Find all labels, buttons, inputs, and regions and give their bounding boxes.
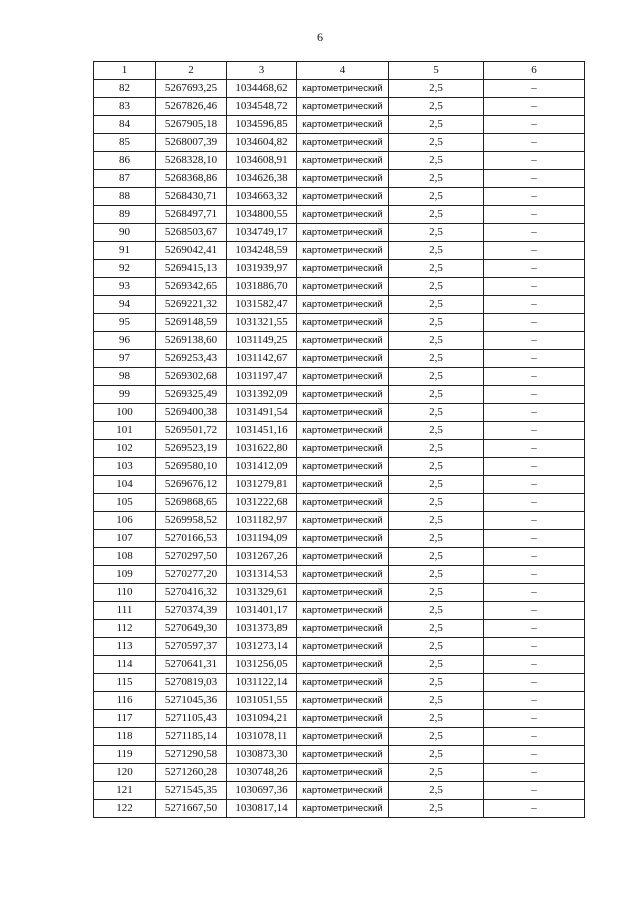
point-number-cell: 109 <box>94 566 156 584</box>
accuracy-cell: 2,5 <box>389 476 484 494</box>
method-cell: картометрический <box>297 242 389 260</box>
table-row <box>94 512 585 530</box>
method-cell: картометрический <box>297 350 389 368</box>
x-coordinate-cell: 5271667,50 <box>156 800 227 818</box>
point-number-cell: 104 <box>94 476 156 494</box>
method-cell: картометрический <box>297 80 389 98</box>
accuracy-cell: 2,5 <box>389 278 484 296</box>
note-cell: – <box>484 458 585 476</box>
note-cell: – <box>484 512 585 530</box>
method-cell: картометрический <box>297 458 389 476</box>
table-row <box>94 476 585 494</box>
x-coordinate-cell: 5268503,67 <box>156 224 227 242</box>
note-cell: – <box>484 728 585 746</box>
x-coordinate-cell: 5271105,43 <box>156 710 227 728</box>
accuracy-cell: 2,5 <box>389 728 484 746</box>
accuracy-cell: 2,5 <box>389 98 484 116</box>
table-row <box>94 206 585 224</box>
accuracy-cell: 2,5 <box>389 584 484 602</box>
method-cell: картометрический <box>297 584 389 602</box>
table-row <box>94 350 585 368</box>
method-cell: картометрический <box>297 494 389 512</box>
point-number-cell: 113 <box>94 638 156 656</box>
table-row <box>94 80 585 98</box>
note-cell: – <box>484 98 585 116</box>
note-cell: – <box>484 710 585 728</box>
method-cell: картометрический <box>297 422 389 440</box>
y-coordinate-cell: 1031197,47 <box>227 368 297 386</box>
y-coordinate-cell: 1034248,59 <box>227 242 297 260</box>
method-cell: картометрический <box>297 638 389 656</box>
point-number-cell: 88 <box>94 188 156 206</box>
table-row <box>94 782 585 800</box>
x-coordinate-cell: 5271290,58 <box>156 746 227 764</box>
point-number-cell: 95 <box>94 314 156 332</box>
method-cell: картометрический <box>297 386 389 404</box>
table-row <box>94 368 585 386</box>
method-cell: картометрический <box>297 188 389 206</box>
note-cell: – <box>484 278 585 296</box>
y-coordinate-cell: 1030817,14 <box>227 800 297 818</box>
x-coordinate-cell: 5269302,68 <box>156 368 227 386</box>
accuracy-cell: 2,5 <box>389 152 484 170</box>
point-number-cell: 99 <box>94 386 156 404</box>
point-number-cell: 107 <box>94 530 156 548</box>
table-row <box>94 674 585 692</box>
note-cell: – <box>484 656 585 674</box>
y-coordinate-cell: 1034608,91 <box>227 152 297 170</box>
point-number-cell: 85 <box>94 134 156 152</box>
x-coordinate-cell: 5269676,12 <box>156 476 227 494</box>
method-cell: картометрический <box>297 548 389 566</box>
point-number-cell: 122 <box>94 800 156 818</box>
table-row <box>94 638 585 656</box>
note-cell: – <box>484 116 585 134</box>
x-coordinate-cell: 5271185,14 <box>156 728 227 746</box>
note-cell: – <box>484 638 585 656</box>
table-row <box>94 584 585 602</box>
point-number-cell: 83 <box>94 98 156 116</box>
x-coordinate-cell: 5267905,18 <box>156 116 227 134</box>
y-coordinate-cell: 1031279,81 <box>227 476 297 494</box>
x-coordinate-cell: 5270649,30 <box>156 620 227 638</box>
accuracy-cell: 2,5 <box>389 422 484 440</box>
accuracy-cell: 2,5 <box>389 548 484 566</box>
note-cell: – <box>484 782 585 800</box>
y-coordinate-cell: 1031412,09 <box>227 458 297 476</box>
table-row <box>94 746 585 764</box>
accuracy-cell: 2,5 <box>389 116 484 134</box>
y-coordinate-cell: 1031051,55 <box>227 692 297 710</box>
method-cell: картометрический <box>297 116 389 134</box>
accuracy-cell: 2,5 <box>389 764 484 782</box>
method-cell: картометрический <box>297 782 389 800</box>
y-coordinate-cell: 1031182,97 <box>227 512 297 530</box>
y-coordinate-cell: 1031256,05 <box>227 656 297 674</box>
table-row <box>94 152 585 170</box>
note-cell: – <box>484 224 585 242</box>
point-number-cell: 112 <box>94 620 156 638</box>
y-coordinate-cell: 1031078,11 <box>227 728 297 746</box>
table-row <box>94 602 585 620</box>
method-cell: картометрический <box>297 620 389 638</box>
point-number-cell: 97 <box>94 350 156 368</box>
y-coordinate-cell: 1031886,70 <box>227 278 297 296</box>
method-cell: картометрический <box>297 674 389 692</box>
accuracy-cell: 2,5 <box>389 260 484 278</box>
accuracy-cell: 2,5 <box>389 368 484 386</box>
accuracy-cell: 2,5 <box>389 494 484 512</box>
point-number-cell: 90 <box>94 224 156 242</box>
point-number-cell: 102 <box>94 440 156 458</box>
accuracy-cell: 2,5 <box>389 224 484 242</box>
table-row <box>94 728 585 746</box>
accuracy-cell: 2,5 <box>389 602 484 620</box>
y-coordinate-cell: 1031329,61 <box>227 584 297 602</box>
accuracy-cell: 2,5 <box>389 404 484 422</box>
point-number-cell: 94 <box>94 296 156 314</box>
x-coordinate-cell: 5270416,32 <box>156 584 227 602</box>
accuracy-cell: 2,5 <box>389 242 484 260</box>
point-number-cell: 87 <box>94 170 156 188</box>
point-number-cell: 89 <box>94 206 156 224</box>
point-number-cell: 105 <box>94 494 156 512</box>
x-coordinate-cell: 5268328,10 <box>156 152 227 170</box>
method-cell: картометрический <box>297 152 389 170</box>
method-cell: картометрический <box>297 656 389 674</box>
note-cell: – <box>484 296 585 314</box>
table-row <box>94 692 585 710</box>
note-cell: – <box>484 134 585 152</box>
note-cell: – <box>484 350 585 368</box>
x-coordinate-cell: 5270297,50 <box>156 548 227 566</box>
table-row <box>94 656 585 674</box>
method-cell: картометрический <box>297 530 389 548</box>
method-cell: картометрический <box>297 278 389 296</box>
note-cell: – <box>484 152 585 170</box>
y-coordinate-cell: 1030873,30 <box>227 746 297 764</box>
table-row <box>94 188 585 206</box>
table-row <box>94 224 585 242</box>
x-coordinate-cell: 5269958,52 <box>156 512 227 530</box>
y-coordinate-cell: 1031321,55 <box>227 314 297 332</box>
accuracy-cell: 2,5 <box>389 620 484 638</box>
y-coordinate-cell: 1031122,14 <box>227 674 297 692</box>
table-header-row <box>94 62 585 80</box>
method-cell: картометрический <box>297 728 389 746</box>
note-cell: – <box>484 332 585 350</box>
accuracy-cell: 2,5 <box>389 782 484 800</box>
y-coordinate-cell: 1031267,26 <box>227 548 297 566</box>
x-coordinate-cell: 5269042,41 <box>156 242 227 260</box>
x-coordinate-cell: 5270277,20 <box>156 566 227 584</box>
x-coordinate-cell: 5270819,03 <box>156 674 227 692</box>
method-cell: картометрический <box>297 224 389 242</box>
point-number-cell: 110 <box>94 584 156 602</box>
point-number-cell: 86 <box>94 152 156 170</box>
y-coordinate-cell: 1031582,47 <box>227 296 297 314</box>
table-row <box>94 458 585 476</box>
x-coordinate-cell: 5269138,60 <box>156 332 227 350</box>
method-cell: картометрический <box>297 260 389 278</box>
accuracy-cell: 2,5 <box>389 170 484 188</box>
y-coordinate-cell: 1034749,17 <box>227 224 297 242</box>
point-number-cell: 111 <box>94 602 156 620</box>
method-cell: картометрический <box>297 692 389 710</box>
table-row <box>94 404 585 422</box>
point-number-cell: 98 <box>94 368 156 386</box>
x-coordinate-cell: 5269868,65 <box>156 494 227 512</box>
x-coordinate-cell: 5269325,49 <box>156 386 227 404</box>
table-row <box>94 98 585 116</box>
accuracy-cell: 2,5 <box>389 332 484 350</box>
table-row <box>94 422 585 440</box>
note-cell: – <box>484 602 585 620</box>
method-cell: картометрический <box>297 404 389 422</box>
column-header: 4 <box>297 62 389 80</box>
method-cell: картометрический <box>297 332 389 350</box>
point-number-cell: 93 <box>94 278 156 296</box>
note-cell: – <box>484 242 585 260</box>
table-row <box>94 566 585 584</box>
note-cell: – <box>484 494 585 512</box>
note-cell: – <box>484 620 585 638</box>
note-cell: – <box>484 422 585 440</box>
x-coordinate-cell: 5268430,71 <box>156 188 227 206</box>
note-cell: – <box>484 260 585 278</box>
note-cell: – <box>484 530 585 548</box>
y-coordinate-cell: 1031451,16 <box>227 422 297 440</box>
point-number-cell: 120 <box>94 764 156 782</box>
note-cell: – <box>484 368 585 386</box>
point-number-cell: 103 <box>94 458 156 476</box>
y-coordinate-cell: 1031273,14 <box>227 638 297 656</box>
note-cell: – <box>484 566 585 584</box>
point-number-cell: 116 <box>94 692 156 710</box>
table-row <box>94 296 585 314</box>
table-row <box>94 332 585 350</box>
table-row <box>94 242 585 260</box>
note-cell: – <box>484 584 585 602</box>
page-number: 6 <box>317 30 323 44</box>
y-coordinate-cell: 1031392,09 <box>227 386 297 404</box>
note-cell: – <box>484 440 585 458</box>
y-coordinate-cell: 1034548,72 <box>227 98 297 116</box>
point-number-cell: 115 <box>94 674 156 692</box>
method-cell: картометрический <box>297 476 389 494</box>
x-coordinate-cell: 5268368,86 <box>156 170 227 188</box>
note-cell: – <box>484 476 585 494</box>
point-number-cell: 119 <box>94 746 156 764</box>
note-cell: – <box>484 746 585 764</box>
note-cell: – <box>484 170 585 188</box>
note-cell: – <box>484 206 585 224</box>
accuracy-cell: 2,5 <box>389 314 484 332</box>
table-row <box>94 314 585 332</box>
x-coordinate-cell: 5271260,28 <box>156 764 227 782</box>
table-row <box>94 116 585 134</box>
y-coordinate-cell: 1031194,09 <box>227 530 297 548</box>
y-coordinate-cell: 1034604,82 <box>227 134 297 152</box>
accuracy-cell: 2,5 <box>389 674 484 692</box>
table-row <box>94 620 585 638</box>
point-number-cell: 82 <box>94 80 156 98</box>
note-cell: – <box>484 386 585 404</box>
accuracy-cell: 2,5 <box>389 800 484 818</box>
table-row <box>94 548 585 566</box>
accuracy-cell: 2,5 <box>389 656 484 674</box>
x-coordinate-cell: 5270166,53 <box>156 530 227 548</box>
point-number-cell: 91 <box>94 242 156 260</box>
x-coordinate-cell: 5269580,10 <box>156 458 227 476</box>
accuracy-cell: 2,5 <box>389 710 484 728</box>
method-cell: картометрический <box>297 602 389 620</box>
point-number-cell: 108 <box>94 548 156 566</box>
table-row <box>94 764 585 782</box>
y-coordinate-cell: 1031149,25 <box>227 332 297 350</box>
y-coordinate-cell: 1034596,85 <box>227 116 297 134</box>
table-row <box>94 134 585 152</box>
note-cell: – <box>484 80 585 98</box>
column-header: 1 <box>94 62 156 80</box>
accuracy-cell: 2,5 <box>389 386 484 404</box>
point-number-cell: 96 <box>94 332 156 350</box>
y-coordinate-cell: 1031491,54 <box>227 404 297 422</box>
accuracy-cell: 2,5 <box>389 188 484 206</box>
accuracy-cell: 2,5 <box>389 458 484 476</box>
point-number-cell: 114 <box>94 656 156 674</box>
method-cell: картометрический <box>297 710 389 728</box>
x-coordinate-cell: 5269221,32 <box>156 296 227 314</box>
table-row <box>94 170 585 188</box>
x-coordinate-cell: 5269523,19 <box>156 440 227 458</box>
y-coordinate-cell: 1030748,26 <box>227 764 297 782</box>
method-cell: картометрический <box>297 566 389 584</box>
accuracy-cell: 2,5 <box>389 350 484 368</box>
accuracy-cell: 2,5 <box>389 566 484 584</box>
note-cell: – <box>484 188 585 206</box>
y-coordinate-cell: 1031373,89 <box>227 620 297 638</box>
y-coordinate-cell: 1031094,21 <box>227 710 297 728</box>
x-coordinate-cell: 5271545,35 <box>156 782 227 800</box>
method-cell: картометрический <box>297 314 389 332</box>
accuracy-cell: 2,5 <box>389 746 484 764</box>
x-coordinate-cell: 5269342,65 <box>156 278 227 296</box>
accuracy-cell: 2,5 <box>389 530 484 548</box>
method-cell: картометрический <box>297 296 389 314</box>
y-coordinate-cell: 1034800,55 <box>227 206 297 224</box>
column-header: 6 <box>484 62 585 80</box>
accuracy-cell: 2,5 <box>389 206 484 224</box>
accuracy-cell: 2,5 <box>389 692 484 710</box>
accuracy-cell: 2,5 <box>389 440 484 458</box>
y-coordinate-cell: 1031142,67 <box>227 350 297 368</box>
y-coordinate-cell: 1031401,17 <box>227 602 297 620</box>
x-coordinate-cell: 5271045,36 <box>156 692 227 710</box>
method-cell: картометрический <box>297 512 389 530</box>
x-coordinate-cell: 5269415,13 <box>156 260 227 278</box>
point-number-cell: 100 <box>94 404 156 422</box>
note-cell: – <box>484 314 585 332</box>
method-cell: картометрический <box>297 764 389 782</box>
table-row <box>94 530 585 548</box>
point-number-cell: 101 <box>94 422 156 440</box>
method-cell: картометрический <box>297 98 389 116</box>
method-cell: картометрический <box>297 746 389 764</box>
y-coordinate-cell: 1031622,80 <box>227 440 297 458</box>
point-number-cell: 121 <box>94 782 156 800</box>
table-row <box>94 278 585 296</box>
accuracy-cell: 2,5 <box>389 638 484 656</box>
x-coordinate-cell: 5269501,72 <box>156 422 227 440</box>
x-coordinate-cell: 5267693,25 <box>156 80 227 98</box>
accuracy-cell: 2,5 <box>389 134 484 152</box>
note-cell: – <box>484 692 585 710</box>
coordinates-table <box>93 61 585 818</box>
table-row <box>94 710 585 728</box>
x-coordinate-cell: 5267826,46 <box>156 98 227 116</box>
method-cell: картометрический <box>297 134 389 152</box>
note-cell: – <box>484 548 585 566</box>
point-number-cell: 117 <box>94 710 156 728</box>
point-number-cell: 84 <box>94 116 156 134</box>
x-coordinate-cell: 5268007,39 <box>156 134 227 152</box>
point-number-cell: 106 <box>94 512 156 530</box>
method-cell: картометрический <box>297 206 389 224</box>
table-row <box>94 800 585 818</box>
x-coordinate-cell: 5269148,59 <box>156 314 227 332</box>
x-coordinate-cell: 5269253,43 <box>156 350 227 368</box>
point-number-cell: 92 <box>94 260 156 278</box>
method-cell: картометрический <box>297 368 389 386</box>
x-coordinate-cell: 5270597,37 <box>156 638 227 656</box>
accuracy-cell: 2,5 <box>389 80 484 98</box>
column-header: 2 <box>156 62 227 80</box>
y-coordinate-cell: 1034468,62 <box>227 80 297 98</box>
table-row <box>94 386 585 404</box>
column-header: 5 <box>389 62 484 80</box>
table-row <box>94 494 585 512</box>
method-cell: картометрический <box>297 170 389 188</box>
y-coordinate-cell: 1034626,38 <box>227 170 297 188</box>
y-coordinate-cell: 1031939,97 <box>227 260 297 278</box>
column-header: 3 <box>227 62 297 80</box>
method-cell: картометрический <box>297 800 389 818</box>
point-number-cell: 118 <box>94 728 156 746</box>
y-coordinate-cell: 1031314,53 <box>227 566 297 584</box>
y-coordinate-cell: 1034663,32 <box>227 188 297 206</box>
accuracy-cell: 2,5 <box>389 512 484 530</box>
x-coordinate-cell: 5268497,71 <box>156 206 227 224</box>
x-coordinate-cell: 5269400,38 <box>156 404 227 422</box>
table-row <box>94 440 585 458</box>
x-coordinate-cell: 5270374,39 <box>156 602 227 620</box>
y-coordinate-cell: 1030697,36 <box>227 782 297 800</box>
note-cell: – <box>484 764 585 782</box>
note-cell: – <box>484 674 585 692</box>
accuracy-cell: 2,5 <box>389 296 484 314</box>
y-coordinate-cell: 1031222,68 <box>227 494 297 512</box>
method-cell: картометрический <box>297 440 389 458</box>
note-cell: – <box>484 800 585 818</box>
table-row <box>94 260 585 278</box>
x-coordinate-cell: 5270641,31 <box>156 656 227 674</box>
note-cell: – <box>484 404 585 422</box>
